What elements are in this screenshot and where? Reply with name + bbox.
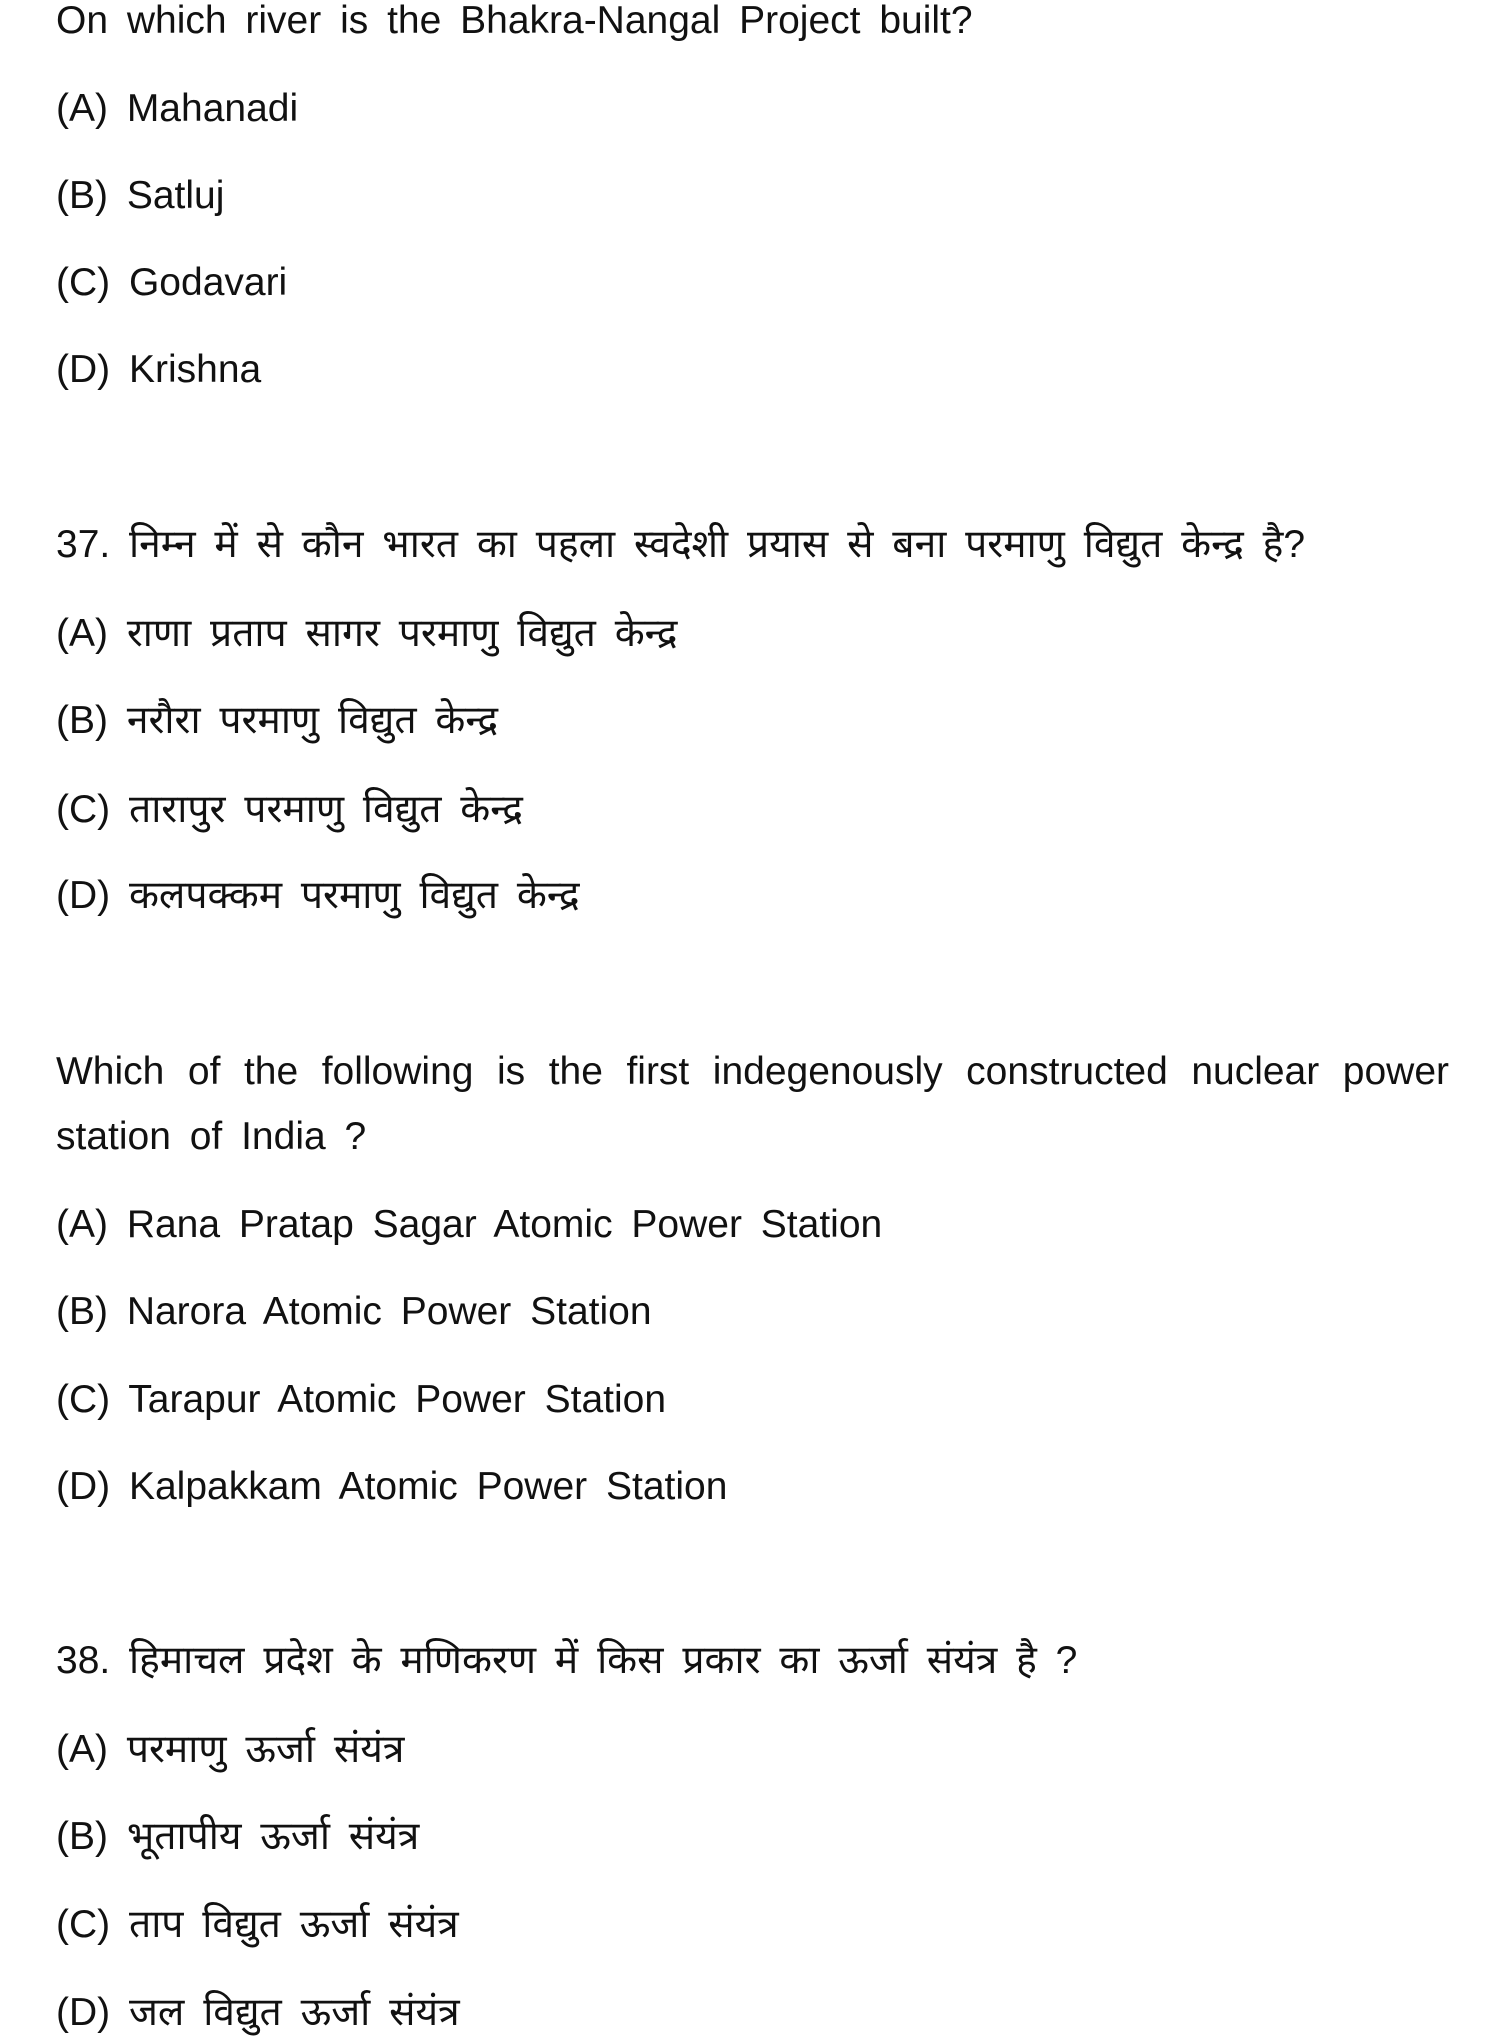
question-text-line-2: station of India ? <box>56 1115 367 1158</box>
option-c: (C) Tarapur Atomic Power Station <box>56 1378 667 1421</box>
option-d: (D) कलपक्कम परमाणु विद्युत केन्द्र <box>56 874 580 917</box>
option-b: (B) भूतापीय ऊर्जा संयंत्र <box>56 1815 420 1858</box>
option-c: (C) Godavari <box>56 261 288 304</box>
option-a: (A) राणा प्रताप सागर परमाणु विद्युत केन्द्र <box>56 612 678 655</box>
question-text: On which river is the Bhakra-Nangal Project built? <box>56 0 973 42</box>
question-text-line-1: Which of the following is the first indegenously constructed nuclear power <box>56 1050 1449 1093</box>
option-d: (D) Kalpakkam Atomic Power Station <box>56 1465 728 1508</box>
option-b: (B) नरौरा परमाणु विद्युत केन्द्र <box>56 699 499 742</box>
option-a: (A) परमाणु ऊर्जा संयंत्र <box>56 1728 405 1771</box>
option-a: (A) Rana Pratap Sagar Atomic Power Station <box>56 1203 883 1246</box>
option-b: (B) Narora Atomic Power Station <box>56 1290 652 1333</box>
option-a: (A) Mahanadi <box>56 87 299 130</box>
option-d: (D) Krishna <box>56 348 262 391</box>
option-c: (C) ताप विद्युत ऊर्जा संयंत्र <box>56 1903 459 1946</box>
option-d: (D) जल विद्युत ऊर्जा संयंत्र <box>56 1991 460 2034</box>
option-c: (C) तारापुर परमाणु विद्युत केन्द्र <box>56 788 523 831</box>
option-b: (B) Satluj <box>56 174 225 217</box>
question-text: 38. हिमाचल प्रदेश के मणिकरण में किस प्रकार का ऊर्जा संयंत्र है ? <box>56 1639 1078 1682</box>
question-text: 37. निम्न में से कौन भारत का पहला स्वदेशी प्रयास से बना परमाणु विद्युत केन्द्र है? <box>56 523 1306 566</box>
